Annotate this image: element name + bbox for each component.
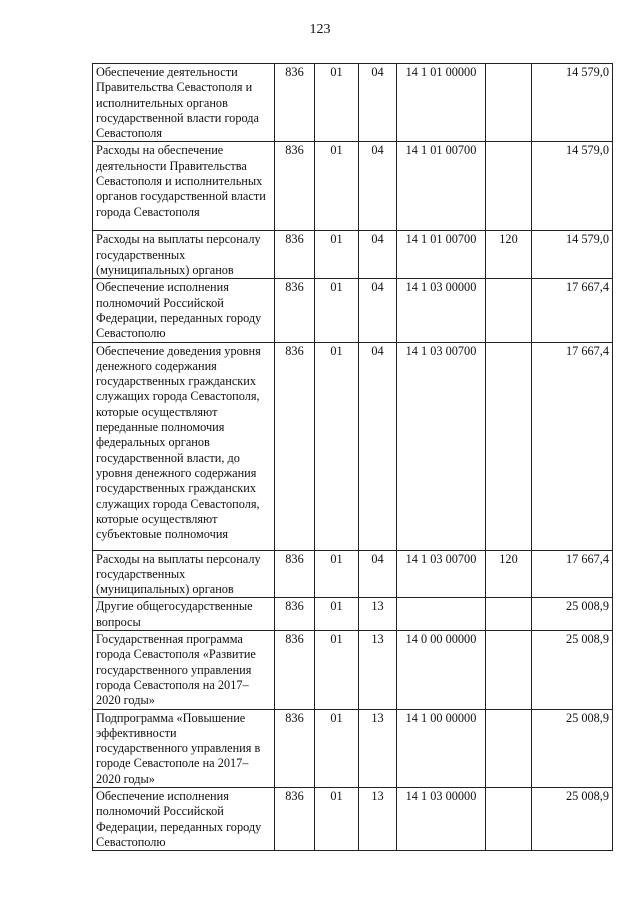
subsection-code-cell: 13 [359,709,397,787]
section-code-cell: 01 [315,709,359,787]
grbs-code-cell: 836 [275,342,315,550]
expense-name-cell: Другие общегосударственные вопросы [93,598,275,631]
amount-cell: 25 008,9 [532,788,613,851]
table-row [93,279,613,342]
grbs-code-cell: 836 [275,279,315,342]
expense-name-cell: Обеспечение исполнения полномочий Российской Федерации, переданных городу Севастополю [93,279,275,342]
subsection-code-cell: 13 [359,788,397,851]
grbs-code-cell: 836 [275,788,315,851]
section-code-cell: 01 [315,631,359,709]
expense-name-cell: Расходы на обеспечение деятельности Правительства Севастополя и исполнительных органов государственной власти города Севастополя [93,142,275,231]
table-row [93,709,613,787]
subsection-code-cell: 04 [359,142,397,231]
expense-type-cell [486,709,532,787]
grbs-code-cell: 836 [275,709,315,787]
expense-type-cell [486,142,532,231]
subsection-code-cell: 04 [359,64,397,142]
table-row [93,788,613,851]
target-article-cell: 14 1 03 00000 [397,788,486,851]
amount-cell: 25 008,9 [532,709,613,787]
section-code-cell: 01 [315,64,359,142]
target-article-cell: 14 1 01 00700 [397,231,486,279]
table-row [93,631,613,709]
target-article-cell: 14 1 01 00700 [397,142,486,231]
expense-type-cell [486,279,532,342]
grbs-code-cell: 836 [275,598,315,631]
target-article-cell: 14 1 01 00000 [397,64,486,142]
target-article-cell: 14 0 00 00000 [397,631,486,709]
target-article-cell: 14 1 00 00000 [397,709,486,787]
section-code-cell: 01 [315,342,359,550]
grbs-code-cell: 836 [275,550,315,598]
subsection-code-cell: 04 [359,231,397,279]
expense-type-cell [486,631,532,709]
target-article-cell: 14 1 03 00000 [397,279,486,342]
budget-table [92,63,613,851]
expense-name-cell: Подпрограмма «Повышение эффективности государственного управления в городе Севастополе на 2017–2020 годы» [93,709,275,787]
expense-type-cell [486,598,532,631]
expense-name-cell: Обеспечение деятельности Правительства Севастополя и исполнительных органов государственной власти города Севастополя [93,64,275,142]
subsection-code-cell: 13 [359,598,397,631]
grbs-code-cell: 836 [275,142,315,231]
target-article-cell: 14 1 03 00700 [397,342,486,550]
subsection-code-cell: 04 [359,550,397,598]
grbs-code-cell: 836 [275,631,315,709]
expense-name-cell: Расходы на выплаты персоналу государственных (муниципальных) органов [93,550,275,598]
section-code-cell: 01 [315,142,359,231]
amount-cell: 17 667,4 [532,550,613,598]
table-row [93,342,613,550]
page-number: 123 [309,22,331,37]
target-article-cell: 14 1 03 00700 [397,550,486,598]
amount-cell: 25 008,9 [532,598,613,631]
expense-type-cell [486,342,532,550]
expense-type-cell: 120 [486,231,532,279]
expense-type-cell [486,788,532,851]
section-code-cell: 01 [315,598,359,631]
amount-cell: 14 579,0 [532,64,613,142]
grbs-code-cell: 836 [275,231,315,279]
amount-cell: 17 667,4 [532,342,613,550]
table-row [93,231,613,279]
target-article-cell [397,598,486,631]
expense-name-cell: Обеспечение доведения уровня денежного содержания государственных гражданских служащих города Севастополя, которые осуществляют переданные полномочия федеральных органов государственной власти, до уровня денежного содержания государственных гражданских служащих города Севастополя, которые осуществляют субъектовые полномочия [93,342,275,550]
table-row [93,550,613,598]
expense-name-cell: Обеспечение исполнения полномочий Российской Федерации, переданных городу Севастополю [93,788,275,851]
section-code-cell: 01 [315,550,359,598]
expense-type-cell [486,64,532,142]
amount-cell: 17 667,4 [532,279,613,342]
section-code-cell: 01 [315,231,359,279]
amount-cell: 25 008,9 [532,631,613,709]
section-code-cell: 01 [315,788,359,851]
subsection-code-cell: 04 [359,342,397,550]
grbs-code-cell: 836 [275,64,315,142]
table-row [93,598,613,631]
expense-name-cell: Государственная программа города Севастополя «Развитие государственного управления города Севастополя на 2017–2020 годы» [93,631,275,709]
amount-cell: 14 579,0 [532,231,613,279]
amount-cell: 14 579,0 [532,142,613,231]
expense-type-cell: 120 [486,550,532,598]
subsection-code-cell: 13 [359,631,397,709]
subsection-code-cell: 04 [359,279,397,342]
table-row [93,142,613,231]
expense-name-cell: Расходы на выплаты персоналу государственных (муниципальных) органов [93,231,275,279]
section-code-cell: 01 [315,279,359,342]
table-row [93,64,613,142]
